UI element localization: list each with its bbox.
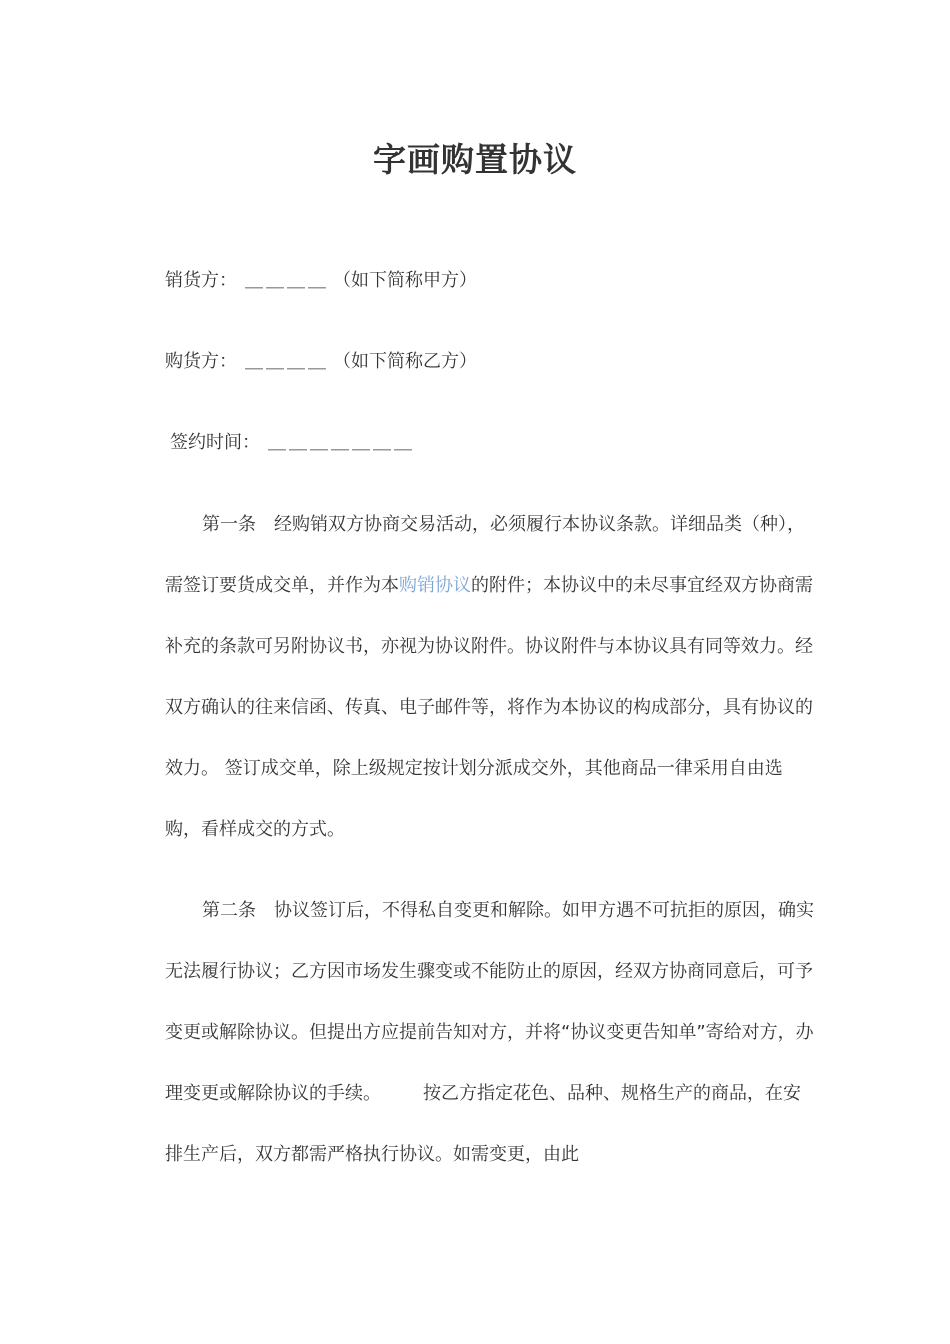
seller-label: 销货方：: [165, 270, 237, 291]
article-1-text-a: 经购销双方协商交易活动，必须履行本协议条款。详细品类（种），需签订要货成交单，并作为本: [165, 514, 805, 596]
buyer-field: [165, 350, 477, 374]
article-2-paragraph: [165, 880, 815, 1185]
date-field: [170, 431, 419, 455]
article-1-text-b: 的附件；本协议中的未尽事宜经双方协商需补充的条款可另附协议书，亦视为协议附件。协议附件与本协议具有同等效力。经双方确认的往来信函、传真、电子邮件等，将作为本协议的构成部分，具有协议的效力。 签订成交单，除上级规定按计划分派成交外，其他商品一律采用自由选购，看样成交的方式。: [165, 575, 813, 840]
document-title: 字画购置协议: [373, 140, 577, 179]
article-2-heading: 第二条: [202, 900, 256, 921]
article-2-text-a: 协议签订后，不得私自变更和解除。如甲方遇不可抗拒的原因，确实无法履行协议；乙方因市场发生骤变或不能防止的原因，经双方协商同意后，可予变更或解除协议。但提出方应提前告知对方，并将“协议变更告知单”寄给对方，办理变更或解除协议的手续。: [165, 900, 814, 1104]
seller-note: （如下简称甲方）: [333, 270, 477, 291]
buyer-blank: ＿＿＿＿: [245, 351, 329, 372]
buyer-note: （如下简称乙方）: [333, 351, 477, 372]
buyer-label: 购货方：: [165, 351, 237, 372]
article-1-heading: 第一条: [202, 514, 256, 535]
date-label: 签约时间：: [170, 432, 260, 453]
seller-blank: ＿＿＿＿: [245, 270, 329, 291]
seller-field: [165, 269, 477, 293]
sales-agreement-link[interactable]: 购销协议: [399, 575, 471, 596]
article-2-text-b: 按乙方指定花色、品种、规格生产的商品，在安排生产后，双方都需严格执行协议。如需变更，由此: [165, 1083, 801, 1165]
article-1-paragraph: [165, 494, 815, 860]
date-blank: ＿＿＿＿＿＿＿: [268, 432, 415, 453]
